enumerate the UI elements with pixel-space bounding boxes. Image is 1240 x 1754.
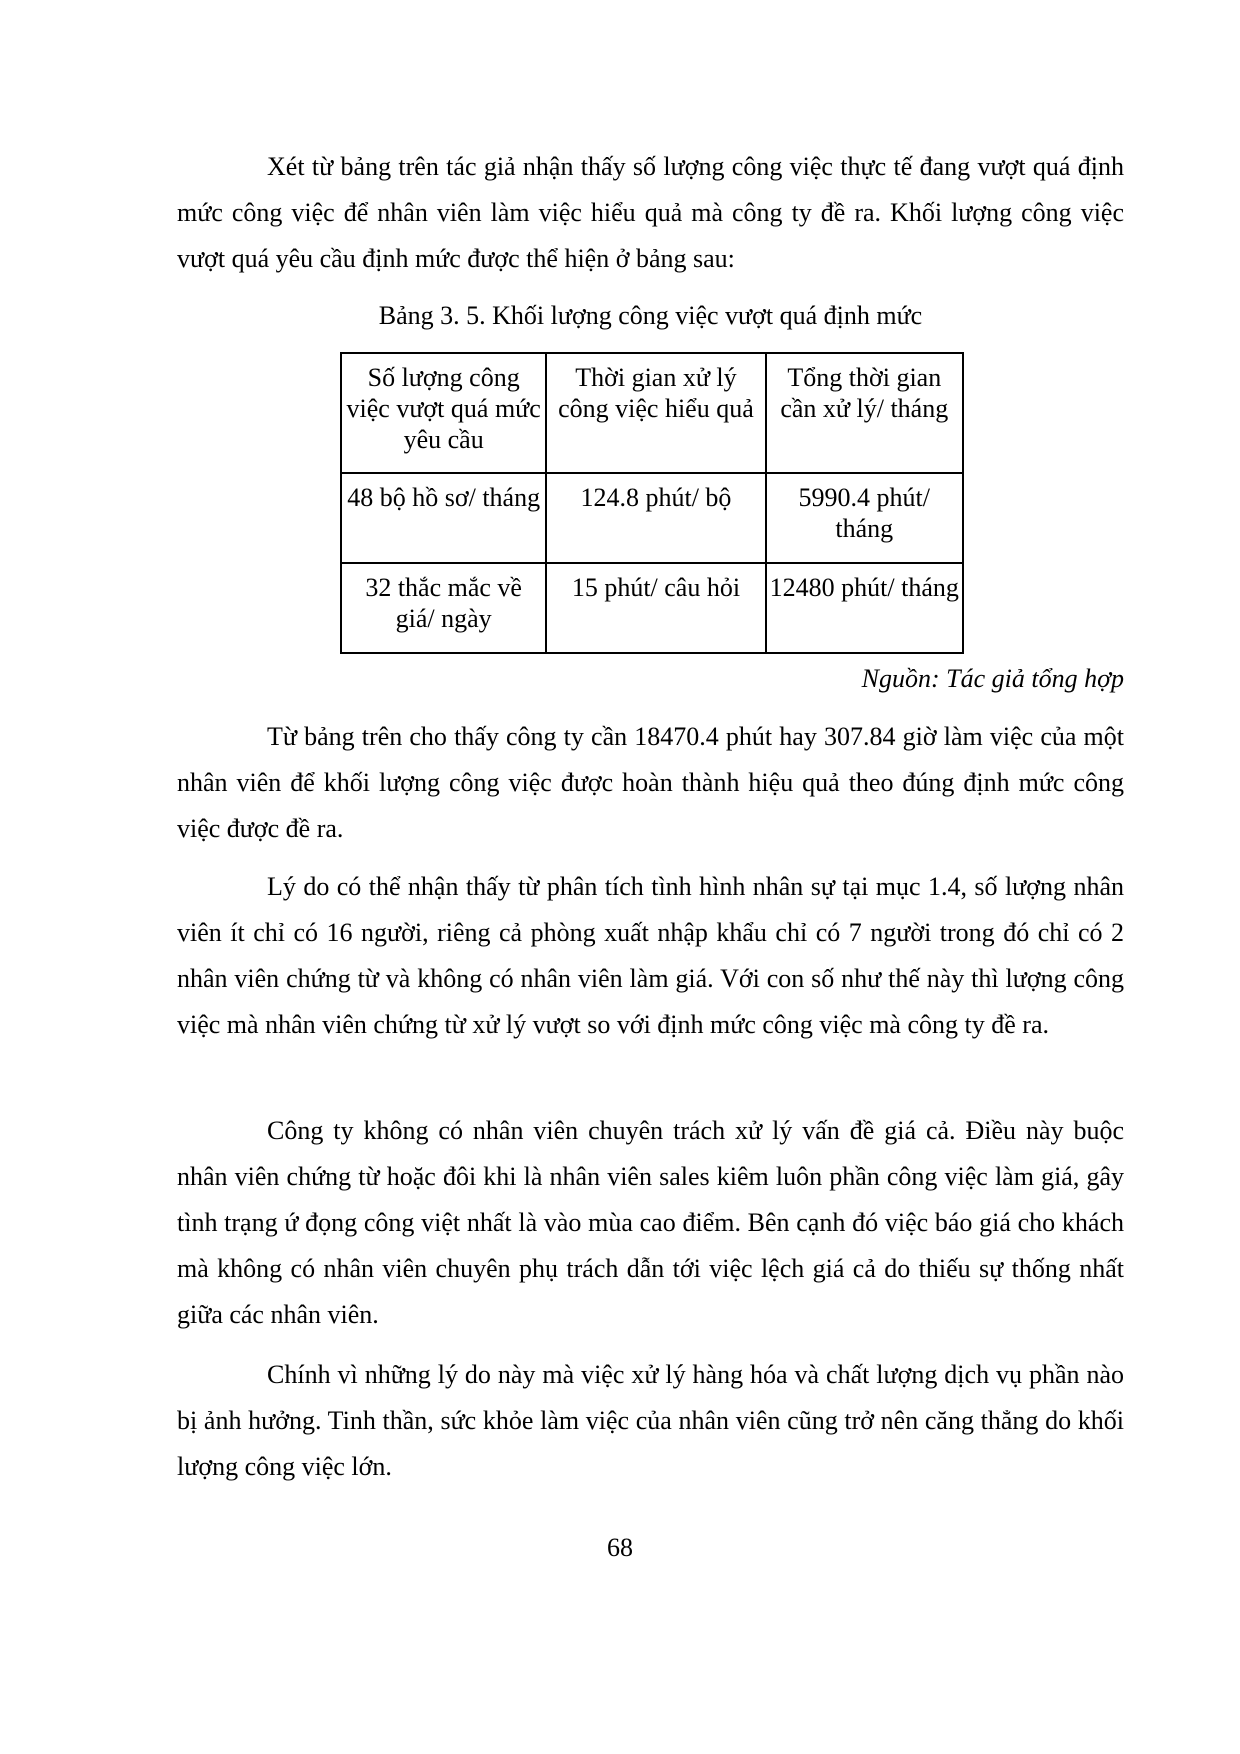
table-caption: Bảng 3. 5. Khối lượng công việc vượt quá định mức bbox=[378, 301, 923, 330]
body-paragraph: Chính vì những lý do này mà việc xử lý hàng hóa và chất lượng dịch vụ phần nào bị ảnh hưởng. Tinh thần, sức khỏe làm việc của nhân viên cũng trở nên căng thẳng do khối lượng công việc lớn. bbox=[177, 1360, 1124, 1481]
table-cell: 5990.4 phút/ tháng bbox=[766, 473, 963, 563]
body-paragraph: Lý do có thể nhận thấy từ phân tích tình hình nhân sự tại mục 1.4, số lượng nhân viên ít chỉ có 16 người, riêng cả phòng xuất nhập khẩu chỉ có 7 người trong đó chỉ có 2 nhân viên chứng từ và không có nhân viên làm giá. Với con số như thế này thì lượng công việc mà nhân viên chứng từ xử lý vượt so với định mức công việc mà công ty đề ra. bbox=[177, 872, 1124, 1039]
body-paragraph: Từ bảng trên cho thấy công ty cần 18470.4 phút hay 307.84 giờ làm việc của một nhân viên để khối lượng công việc được hoàn thành hiệu quả theo đúng định mức công việc được đề ra. bbox=[177, 722, 1124, 843]
table-row bbox=[341, 563, 963, 653]
intro-paragraph: Xét từ bảng trên tác giả nhận thấy số lượng công việc thực tế đang vượt quá định mức công việc để nhân viên làm việc hiểu quả mà công ty đề ra. Khối lượng công việc vượt quá yêu cầu định mức được thể hiện ở bảng sau: bbox=[177, 152, 1124, 273]
body-paragraph: Công ty không có nhân viên chuyên trách xử lý vấn đề giá cả. Điều này buộc nhân viên chứng từ hoặc đôi khi là nhân viên sales kiêm luôn phần công việc làm giá, gây tình trạng ứ đọng công việt nhất là vào mùa cao điểm. Bên cạnh đó việc báo giá cho khách mà không có nhân viên chuyên phụ trách dẫn tới việc lệch giá cả do thiếu sự thống nhất giữa các nhân viên. bbox=[177, 1116, 1124, 1329]
table-header-cell: Tổng thời gian cần xử lý/ tháng bbox=[766, 353, 963, 473]
table-cell: 32 thắc mắc về giá/ ngày bbox=[341, 563, 546, 653]
table-source: Nguồn: Tác giả tổng hợp bbox=[861, 664, 1124, 693]
page-number: 68 bbox=[607, 1533, 633, 1562]
table-header-row bbox=[341, 353, 963, 473]
table-header-cell: Số lượng công việc vượt quá mức yêu cầu bbox=[341, 353, 546, 473]
workload-table bbox=[340, 352, 964, 654]
table-cell: 124.8 phút/ bộ bbox=[546, 473, 765, 563]
table-header-cell: Thời gian xử lý công việc hiểu quả bbox=[546, 353, 765, 473]
table-cell: 48 bộ hồ sơ/ tháng bbox=[341, 473, 546, 563]
table-row bbox=[341, 473, 963, 563]
table-cell: 12480 phút/ tháng bbox=[766, 563, 963, 653]
table-cell: 15 phút/ câu hỏi bbox=[546, 563, 765, 653]
